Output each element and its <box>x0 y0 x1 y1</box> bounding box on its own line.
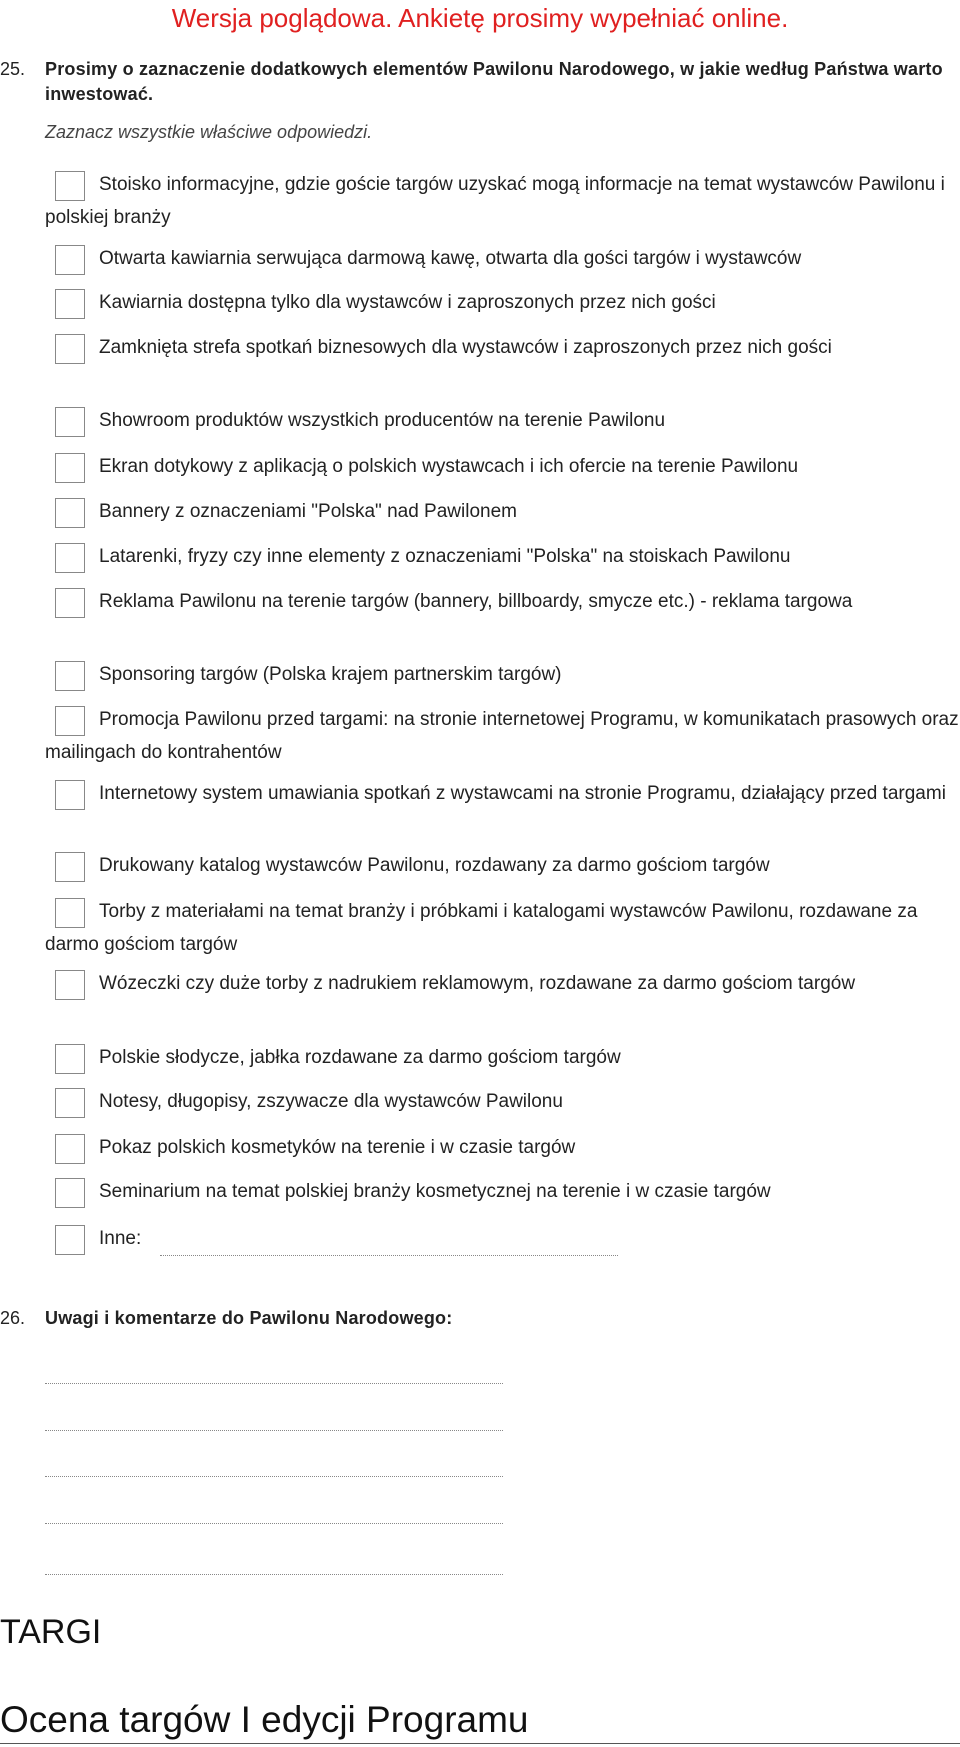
question-26-number: 26. <box>0 1308 26 1328</box>
option-label: Notesy, długopisy, zszywacze dla wystawców Pawilonu <box>99 1091 563 1112</box>
option-banners[interactable] <box>45 495 960 528</box>
checkbox[interactable] <box>55 453 85 483</box>
option-label: Torby z materiałami na temat branży i próbkami i katalogami wystawców Pawilonu, rozdawane za darmo gościom targów <box>45 901 918 955</box>
checkbox[interactable] <box>55 970 85 1000</box>
option-label: Zamknięta strefa spotkań biznesowych dla wystawców i zaproszonych przez nich gości <box>99 337 832 358</box>
checkbox[interactable] <box>55 245 85 275</box>
option-other[interactable] <box>45 1222 960 1255</box>
option-label: Inne: <box>99 1228 142 1249</box>
option-lanterns[interactable] <box>45 540 960 573</box>
option-label: Drukowany katalog wystawców Pawilonu, rozdawany za darmo gościom targów <box>99 855 770 876</box>
checkbox[interactable] <box>55 1044 85 1074</box>
comment-line[interactable] <box>45 1383 503 1384</box>
comment-line[interactable] <box>45 1523 503 1524</box>
option-exhibitor-cafe[interactable] <box>45 286 960 319</box>
option-label: Showroom produktów wszystkich producentów na terenie Pawilonu <box>99 410 666 431</box>
checkbox[interactable] <box>55 407 85 437</box>
option-label: Internetowy system umawiania spotkań z wystawcami na stronie Programu, działający przed targami <box>99 783 946 804</box>
option-notebooks[interactable] <box>45 1085 960 1118</box>
question-25-hint: Zaznacz wszystkie właściwe odpowiedzi. <box>45 122 373 142</box>
option-sweets[interactable] <box>45 1041 960 1074</box>
option-promotion[interactable] <box>45 703 960 769</box>
other-text-field[interactable] <box>160 1255 618 1256</box>
question-25-title: Prosimy o zaznaczenie dodatkowych elementów Pawilonu Narodowego, w jakie według Państwa warto inwestować. <box>45 59 943 104</box>
checkbox[interactable] <box>55 898 85 928</box>
option-label: Bannery z oznaczeniami "Polska" nad Pawilonem <box>99 501 517 522</box>
option-label: Kawiarnia dostępna tylko dla wystawców i zaproszonych przez nich gości <box>99 292 716 313</box>
option-touch-screen[interactable] <box>45 450 960 483</box>
option-label: Wózeczki czy duże torby z nadrukiem reklamowym, rozdawane za darmo gościom targów <box>99 973 856 994</box>
option-cosmetics-show[interactable] <box>45 1131 960 1164</box>
option-carts-bags[interactable] <box>45 967 960 1000</box>
checkbox[interactable] <box>55 334 85 364</box>
comment-line[interactable] <box>45 1476 503 1477</box>
comment-line[interactable] <box>45 1430 503 1431</box>
section-subtitle: Ocena targów I edycji Programu <box>0 1699 529 1740</box>
option-label: Pokaz polskich kosmetyków na terenie i w czasie targów <box>99 1137 576 1158</box>
option-open-cafe[interactable] <box>45 242 960 275</box>
option-sponsoring[interactable] <box>45 658 960 691</box>
question-25-number: 25. <box>0 59 26 79</box>
option-printed-catalog[interactable] <box>45 849 960 882</box>
option-label: Polskie słodycze, jabłka rozdawane za darmo gościom targów <box>99 1047 621 1068</box>
checkbox[interactable] <box>55 706 85 736</box>
option-label: Promocja Pawilonu przed targami: na stronie internetowej Programu, w komunikatach prasowych oraz mailingach do kontrahentów <box>45 709 959 763</box>
checkbox[interactable] <box>55 852 85 882</box>
question-26-title: Uwagi i komentarze do Pawilonu Narodowego: <box>45 1308 453 1328</box>
option-label: Reklama Pawilonu na terenie targów (bannery, billboardy, smycze etc.) - reklama targowa <box>99 591 853 612</box>
comment-line[interactable] <box>45 1574 503 1575</box>
option-info-stand[interactable] <box>45 168 960 234</box>
checkbox[interactable] <box>55 1088 85 1118</box>
option-label: Sponsoring targów (Polska krajem partnerskim targów) <box>99 664 562 685</box>
option-meeting-system[interactable] <box>45 777 960 810</box>
checkbox[interactable] <box>55 1134 85 1164</box>
option-advertising[interactable] <box>45 585 960 618</box>
checkbox[interactable] <box>55 661 85 691</box>
section-title: TARGI <box>0 1613 102 1651</box>
option-label: Otwarta kawiarnia serwująca darmową kawę, otwarta dla gości targów i wystawców <box>99 248 802 269</box>
checkbox[interactable] <box>55 588 85 618</box>
checkbox[interactable] <box>55 1178 85 1208</box>
option-label: Latarenki, fryzy czy inne elementy z oznaczeniami "Polska" na stoiskach Pawilonu <box>99 546 791 567</box>
preview-banner: Wersja poglądowa. Ankietę prosimy wypełniać online. <box>171 3 789 33</box>
checkbox[interactable] <box>55 289 85 319</box>
checkbox[interactable] <box>55 1225 85 1255</box>
option-showroom[interactable] <box>45 404 960 437</box>
section-divider <box>0 1743 960 1744</box>
checkbox[interactable] <box>55 171 85 201</box>
option-seminar[interactable] <box>45 1175 960 1208</box>
option-bags-materials[interactable] <box>45 895 960 961</box>
checkbox[interactable] <box>55 498 85 528</box>
option-business-zone[interactable] <box>45 331 960 364</box>
option-label: Ekran dotykowy z aplikacją o polskich wystawcach i ich ofercie na terenie Pawilonu <box>99 456 799 477</box>
checkbox[interactable] <box>55 543 85 573</box>
option-label: Seminarium na temat polskiej branży kosmetycznej na terenie i w czasie targów <box>99 1181 771 1202</box>
checkbox[interactable] <box>55 780 85 810</box>
option-label: Stoisko informacyjne, gdzie goście targów uzyskać mogą informacje na temat wystawców Pawilonu i polskiej branży <box>45 174 945 228</box>
